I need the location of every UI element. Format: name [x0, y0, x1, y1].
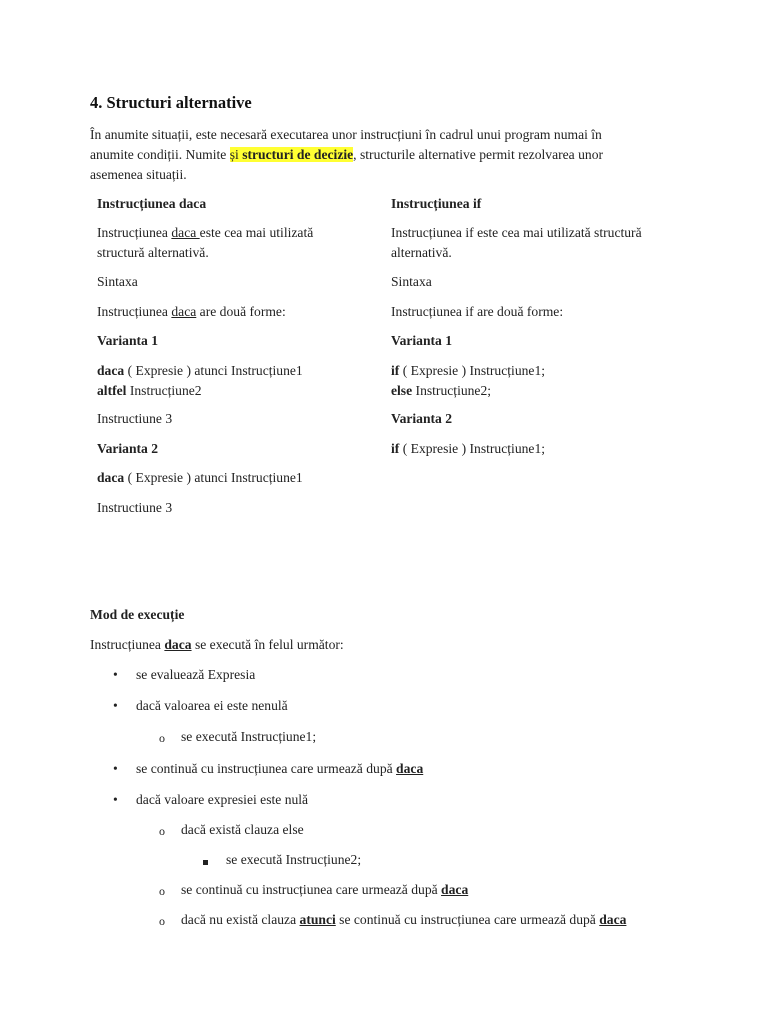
bullet-icon: • — [113, 667, 118, 682]
mod-heading: Mod de execuție — [90, 607, 185, 622]
text: se execută în felul următor: — [191, 637, 344, 652]
intro-text: , structurile alternative permit rezolvarea unor — [353, 147, 604, 162]
intro-line-3: asemenea situații. — [90, 167, 187, 182]
keyword-daca: daca — [171, 304, 197, 319]
intro-line-1: În anumite situații, este necesară executarea unor instrucțiuni în cadrul unui program numai în — [90, 127, 602, 142]
right-v2-line-1 — [391, 439, 545, 459]
list-item-1: se evaluează Expresia — [136, 667, 256, 682]
section-title: 4. Structuri alternative — [90, 93, 252, 112]
intro-line-2 — [90, 145, 690, 165]
keyword-daca: daca — [97, 470, 125, 485]
bullet-icon: • — [113, 792, 118, 807]
text: Instrucțiunea — [90, 637, 165, 652]
right-sintaxa: Sintaxa — [391, 274, 432, 289]
left-v2-line-1 — [97, 468, 303, 488]
square-bullet-icon — [203, 857, 208, 867]
keyword-daca: daca — [599, 912, 627, 927]
circle-bullet-icon: o — [159, 824, 165, 838]
left-varianta-2: Varianta 2 — [97, 441, 159, 456]
right-varianta-2: Varianta 2 — [391, 411, 453, 426]
keyword-atunci: atunci — [299, 912, 336, 927]
right-forms: Instrucțiunea if are două forme: — [391, 304, 564, 319]
bullet-icon: • — [113, 761, 118, 776]
keyword-if: if — [391, 363, 400, 378]
keyword-else: else — [391, 383, 413, 398]
list-item-4: dacă valoare expresiei este nulă — [136, 792, 309, 807]
bullet-icon: • — [113, 698, 118, 713]
keyword-if: if — [391, 441, 400, 456]
text: Instrucțiune2; — [412, 383, 492, 398]
keyword-altfel: altfel — [97, 383, 127, 398]
left-sintaxa: Sintaxa — [97, 274, 138, 289]
circle-bullet-icon: o — [159, 914, 165, 928]
text: Instrucțiune2 — [126, 383, 202, 398]
keyword-daca: daca — [441, 882, 469, 897]
right-varianta-1: Varianta 1 — [391, 333, 453, 348]
right-desc-line-1: Instrucțiunea if este cea mai utilizată structură — [391, 225, 642, 240]
list-item-3 — [136, 759, 423, 779]
text: este cea mai utilizată — [199, 225, 314, 240]
circle-bullet-icon: o — [159, 884, 165, 898]
left-v1-line-1 — [97, 361, 303, 381]
left-v1-line-2 — [97, 381, 202, 401]
list-subitem-4-3 — [181, 910, 626, 930]
text: are două forme: — [196, 304, 286, 319]
right-v1-line-1 — [391, 361, 545, 381]
highlight-structuri-de-decizie: structuri de decizie — [242, 147, 354, 162]
left-desc-line-1 — [97, 223, 313, 243]
text: ( Expresie ) Instrucțiune1; — [399, 363, 546, 378]
highlight-si: și — [229, 147, 239, 162]
list-subitem-4-1: dacă există clauza else — [181, 822, 304, 837]
right-heading: Instrucțiunea if — [391, 196, 482, 211]
list-subitem-4-2 — [181, 880, 468, 900]
circle-bullet-icon: o — [159, 731, 165, 745]
text: dacă nu există clauza — [181, 912, 300, 927]
text: ( Expresie ) atunci Instrucțiune1 — [124, 470, 303, 485]
list-item-2: dacă valoarea ei este nenulă — [136, 698, 288, 713]
keyword-daca: daca — [396, 761, 424, 776]
intro-text: anumite condiții. Numite — [90, 147, 230, 162]
right-desc-line-2: alternativă. — [391, 245, 452, 260]
keyword-daca: daca — [164, 637, 192, 652]
text: Instrucțiunea — [97, 304, 172, 319]
text: se continuă cu instrucțiunea care urmează după — [181, 882, 442, 897]
text: se continuă cu instrucțiunea care urmează după — [335, 912, 600, 927]
text: se continuă cu instrucțiunea care urmează după — [136, 761, 397, 776]
text: ( Expresie ) Instrucțiune1; — [399, 441, 546, 456]
left-desc-line-2: structură alternativă. — [97, 245, 209, 260]
left-varianta-1: Varianta 1 — [97, 333, 159, 348]
text: ( Expresie ) atunci Instrucțiune1 — [124, 363, 303, 378]
right-v1-line-2 — [391, 381, 491, 401]
keyword-daca: daca — [171, 225, 200, 240]
text: Instrucțiunea — [97, 225, 172, 240]
keyword-daca: daca — [97, 363, 125, 378]
left-v1-line-3: Instructiune 3 — [97, 411, 173, 426]
left-v2-line-2: Instructiune 3 — [97, 500, 173, 515]
list-subitem-2-1: se execută Instrucțiune1; — [181, 729, 317, 744]
left-heading: Instrucțiunea daca — [97, 196, 207, 211]
left-forms — [97, 302, 286, 322]
list-subsubitem-4-1-1: se execută Instrucțiune2; — [226, 852, 362, 867]
mod-intro — [90, 635, 344, 655]
